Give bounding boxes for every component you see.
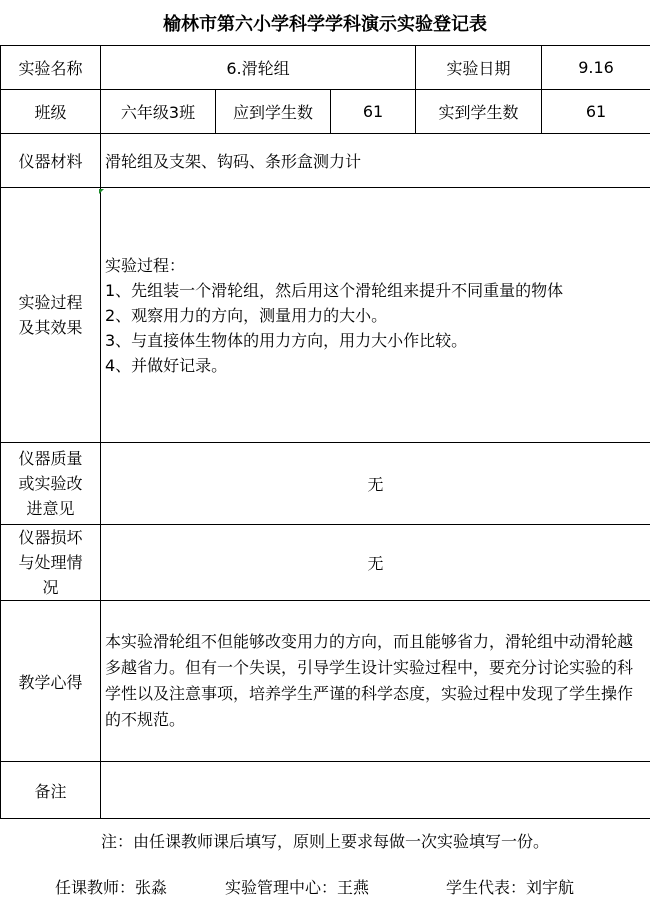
quality-label: [1, 443, 101, 525]
footer-note: 注：由任课教师课后填写，原则上要求每做一次实验填写一份。: [100, 831, 549, 851]
expected-students-label: 应到学生数: [216, 90, 331, 134]
signature-row: [0, 863, 650, 907]
row-remarks: [1, 762, 650, 819]
experiment-date-label: 实验日期: [416, 46, 542, 90]
row-experiment-name: [1, 46, 650, 90]
row-reflection: [1, 601, 650, 762]
quality-label-line: 或实验改: [18, 474, 83, 493]
process-line: 3、与直接体生物体的用力方向，用力大小作比较。: [105, 330, 468, 350]
damage-label-line: 仪器损坏: [18, 528, 83, 547]
process-label-line: 及其效果: [18, 318, 83, 337]
row-damage: [1, 525, 650, 601]
process-line: 1、先组装一个滑轮组，然后用这个滑轮组来提升不同重量的物体: [105, 280, 564, 300]
materials-label: 仪器材料: [1, 134, 101, 188]
cell-comment-marker: [99, 189, 104, 194]
teacher-signature: 任课教师：张淼: [55, 878, 168, 897]
actual-students-value: 61: [542, 90, 650, 134]
actual-students-label: 实到学生数: [416, 90, 542, 134]
row-quality: [1, 443, 650, 525]
quality-label-line: 进意见: [26, 499, 75, 518]
process-line: 4、并做好记录。: [105, 355, 228, 375]
quality-value: 无: [101, 443, 650, 525]
process-value: [101, 188, 650, 443]
expected-students-value: 61: [331, 90, 416, 134]
experiment-date-value: 9.16: [542, 46, 650, 90]
process-label-line: 实验过程: [18, 293, 83, 312]
student-rep-signature: 学生代表：刘宇航: [446, 878, 575, 897]
reflection-label: 教学心得: [1, 601, 101, 762]
experiment-name-label: 实验名称: [1, 46, 101, 90]
damage-value: 无: [101, 525, 650, 601]
damage-label: [1, 525, 101, 601]
row-materials: [1, 134, 650, 188]
class-label: 班级: [1, 90, 101, 134]
process-line: 实验过程：: [105, 255, 186, 275]
row-process: [1, 188, 650, 443]
quality-label-line: 仪器质量: [18, 449, 83, 468]
experiment-name-value: 6.滑轮组: [101, 46, 416, 90]
damage-label-line: 况: [42, 578, 59, 597]
materials-value: 滑轮组及支架、钩码、条形盒测力计: [101, 134, 650, 188]
form-title: 榆林市第六小学科学学科演示实验登记表: [163, 13, 487, 35]
row-class: [1, 90, 650, 134]
process-line: 2、观察用力的方向，测量用力的大小。: [105, 305, 388, 325]
lab-center-signature: 实验管理中心：王燕: [225, 878, 370, 897]
process-label: [1, 188, 101, 443]
remarks-value: [101, 762, 650, 819]
class-value: 六年级3班: [101, 90, 216, 134]
reflection-value: 本实验滑轮组不但能够改变用力的方向，而且能够省力，滑轮组中动滑轮越多越省力。但有一个失误，引导学生设计实验过程中，要充分讨论实验的科学性以及注意事项，培养学生严谨的科学态度，实验过程中发现了学生操作的不规范。: [101, 601, 650, 762]
registration-form-table: [0, 45, 650, 819]
remarks-label: 备注: [1, 762, 101, 819]
damage-label-line: 与处理情: [18, 553, 83, 572]
